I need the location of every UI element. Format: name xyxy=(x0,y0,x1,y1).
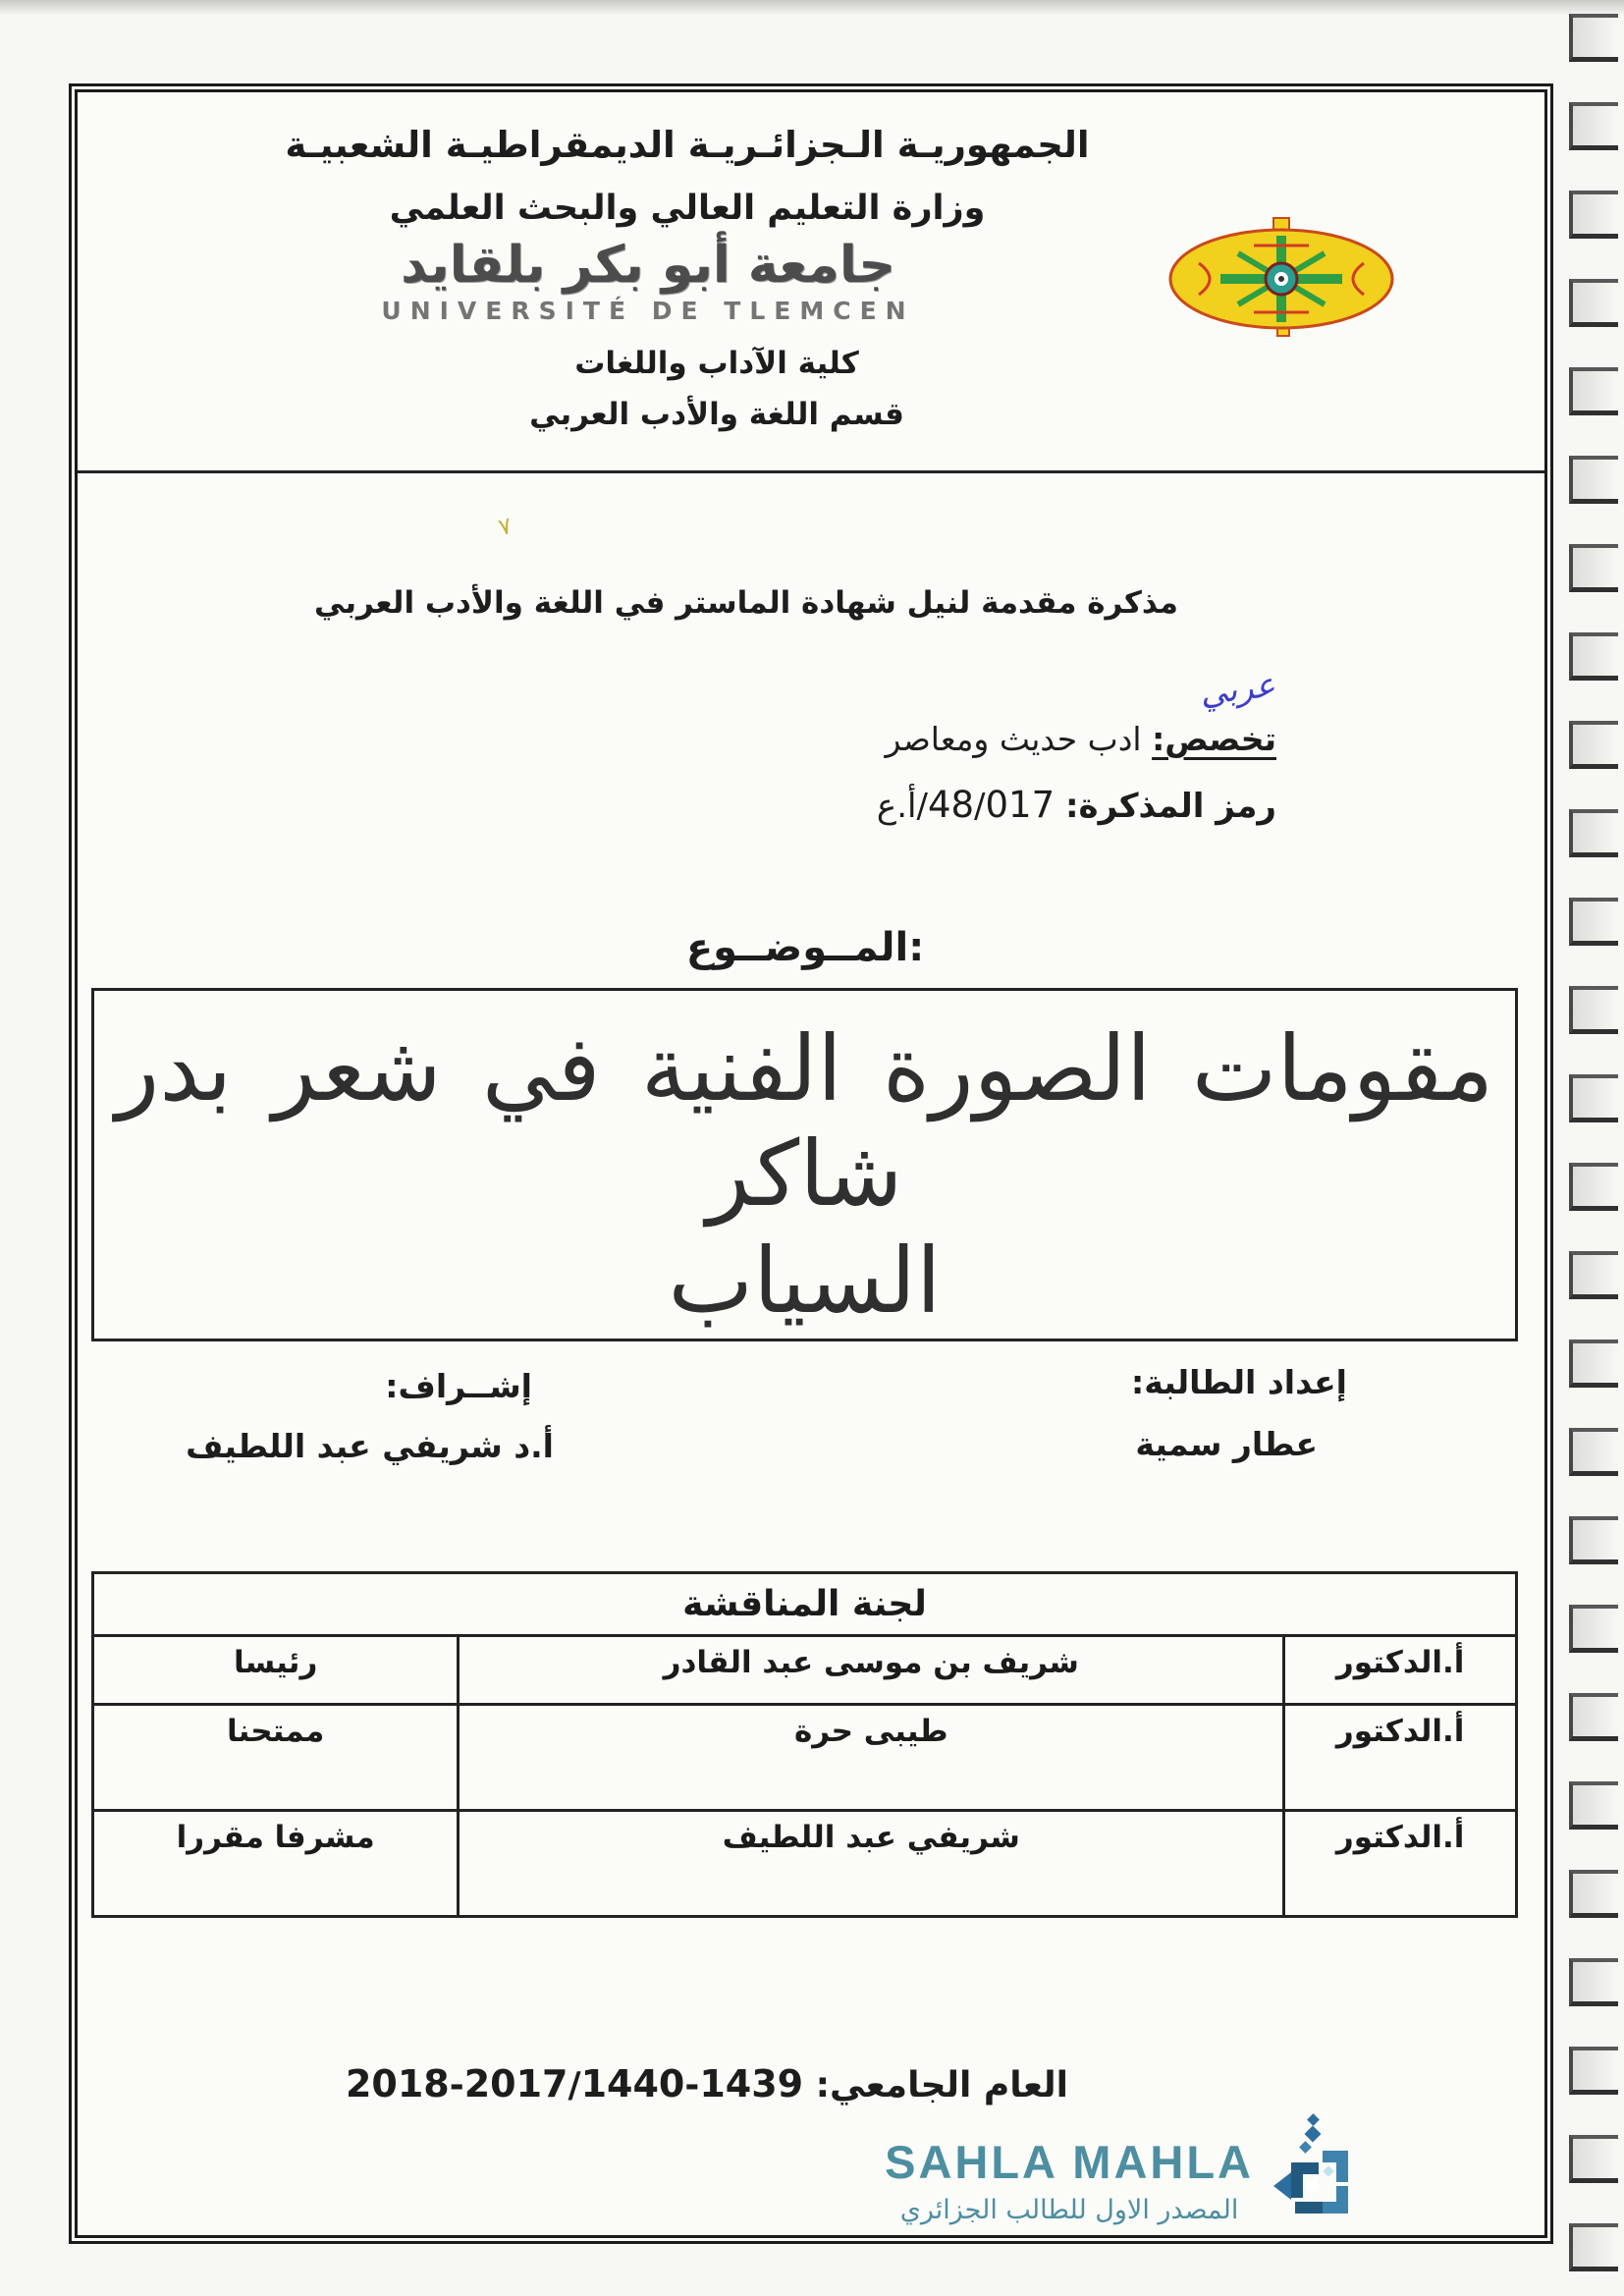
academic-year-label: العام الجامعي: xyxy=(815,2065,1069,2105)
scan-top-shadow xyxy=(0,0,1624,16)
spiral-binding-mark xyxy=(1569,1693,1618,1741)
spiral-binding-mark xyxy=(1569,2135,1618,2183)
header-separator-line xyxy=(78,470,1544,473)
memo-code-year: 48 xyxy=(927,784,975,826)
student-name: عطار سمية xyxy=(1135,1425,1318,1463)
scan-left-shadow xyxy=(0,0,57,2296)
watermark xyxy=(885,2113,1365,2233)
spiral-binding-mark xyxy=(1569,1163,1618,1211)
committee-degree: أ.الدكتور xyxy=(1284,1636,1517,1705)
spiral-binding-mark xyxy=(1569,1339,1618,1388)
table-row xyxy=(93,1636,1517,1705)
watermark-logo-icon xyxy=(1262,2113,1365,2233)
degree-statement: مذكرة مقدمة لنيل شهادة الماستر في اللغة والأدب العربي xyxy=(314,585,1178,621)
spiral-binding-mark xyxy=(1569,367,1618,415)
committee-member-name: شريف بن موسى عبد القادر xyxy=(459,1636,1284,1705)
spiral-binding-mark xyxy=(1569,721,1618,769)
university-name-french: UNIVERSITÉ DE TLEMCEN xyxy=(381,297,915,325)
watermark-brand-text: SAHLA MAHLA xyxy=(885,2136,1254,2188)
committee-table-title: لجنة المناقشة xyxy=(93,1573,1517,1636)
committee-role: ممتحنا xyxy=(93,1705,459,1811)
memo-code-number: 017 xyxy=(985,784,1056,826)
hijri-year-start: 1439 xyxy=(699,2062,804,2105)
memo-code-suffix: أ.ع xyxy=(876,787,917,826)
spiral-binding-mark xyxy=(1569,1251,1618,1299)
handwritten-annotation: عربي xyxy=(1197,665,1278,714)
academic-year-line: العام الجامعي: 1439-1440/2017-2018 xyxy=(345,2062,1069,2105)
hijri-year-end: 1440 xyxy=(580,2062,685,2105)
specialty-label: تخصص: xyxy=(1152,720,1276,758)
spiral-binding-mark xyxy=(1569,632,1618,681)
committee-degree: أ.الدكتور xyxy=(1284,1705,1517,1811)
table-row xyxy=(93,1811,1517,1917)
memo-code-label: رمز المذكرة: xyxy=(1064,787,1276,826)
spiral-binding-mark xyxy=(1569,1074,1618,1122)
supervision-label: إشــراف: xyxy=(385,1367,532,1405)
pen-tick-mark: ٧ xyxy=(495,511,515,542)
supervision-block xyxy=(186,1367,554,1465)
spiral-binding-mark xyxy=(1569,14,1618,62)
spiral-binding-mark xyxy=(1569,456,1618,504)
committee-role: رئيسا xyxy=(93,1636,459,1705)
spiral-binding-mark xyxy=(1569,2223,1618,2271)
spiral-binding-mark xyxy=(1569,1870,1618,1918)
university-emblem-icon xyxy=(1164,216,1399,346)
spiral-binding-mark xyxy=(1569,1781,1618,1830)
spiral-binding-mark xyxy=(1569,102,1618,150)
faculty-name: كلية الآداب واللغات xyxy=(574,346,859,381)
subject-label: المــوضــوع: xyxy=(685,925,925,970)
spiral-binding-mark xyxy=(1569,191,1618,239)
spiral-binding-mark xyxy=(1569,1516,1618,1564)
specialty-value: ادب حديث ومعاصر xyxy=(885,720,1142,758)
thesis-title-line2: السياب xyxy=(668,1229,942,1334)
thesis-title-box xyxy=(91,988,1518,1341)
prepared-by-label: إعداد الطالبة: xyxy=(1131,1363,1347,1401)
committee-member-name: طيبى حرة xyxy=(459,1705,1284,1811)
committee-role: مشرفا مقررا xyxy=(93,1811,459,1917)
committee-degree: أ.الدكتور xyxy=(1284,1811,1517,1917)
committee-member-name: شريفي عبد اللطيف xyxy=(459,1811,1284,1917)
memo-code-line: رمز المذكرة: 017/48/أ.ع xyxy=(876,784,1276,826)
university-name-arabic: جامعة أبو بكر بلقايد xyxy=(401,236,895,295)
department-name: قسم اللغة والأدب العربي xyxy=(529,397,904,432)
watermark-tagline: المصدر الاول للطالب الجزائري xyxy=(899,2195,1239,2225)
table-row xyxy=(93,1705,1517,1811)
republic-title: الجمهوريـة الـجزائـريـة الديمقراطيـة الشعبيـة xyxy=(285,124,1090,166)
spiral-binding-mark xyxy=(1569,2047,1618,2095)
spiral-binding-mark xyxy=(1569,1958,1618,2006)
spiral-binding-mark xyxy=(1569,986,1618,1034)
gregorian-year-start: 2017 xyxy=(463,2062,568,2105)
ministry-title: وزارة التعليم العالي والبحث العلمي xyxy=(389,189,986,228)
committee-table xyxy=(91,1571,1518,1918)
supervisor-name: أ.د شريفي عبد اللطيف xyxy=(186,1427,554,1465)
prepared-by-block xyxy=(1131,1363,1347,1463)
spiral-binding-mark xyxy=(1569,1605,1618,1653)
spiral-binding-mark xyxy=(1569,544,1618,592)
thesis-title-line1: مقومات الصورة الفنية في شعر بدر شاكر xyxy=(115,1016,1494,1227)
spiral-binding-mark xyxy=(1569,1428,1618,1476)
gregorian-year-end: 2018 xyxy=(345,2062,450,2105)
binding-rail xyxy=(1565,0,1624,2296)
specialty-line xyxy=(886,720,1276,758)
spiral-binding-mark xyxy=(1569,809,1618,857)
spiral-binding-mark xyxy=(1569,279,1618,327)
spiral-binding-mark xyxy=(1569,898,1618,946)
